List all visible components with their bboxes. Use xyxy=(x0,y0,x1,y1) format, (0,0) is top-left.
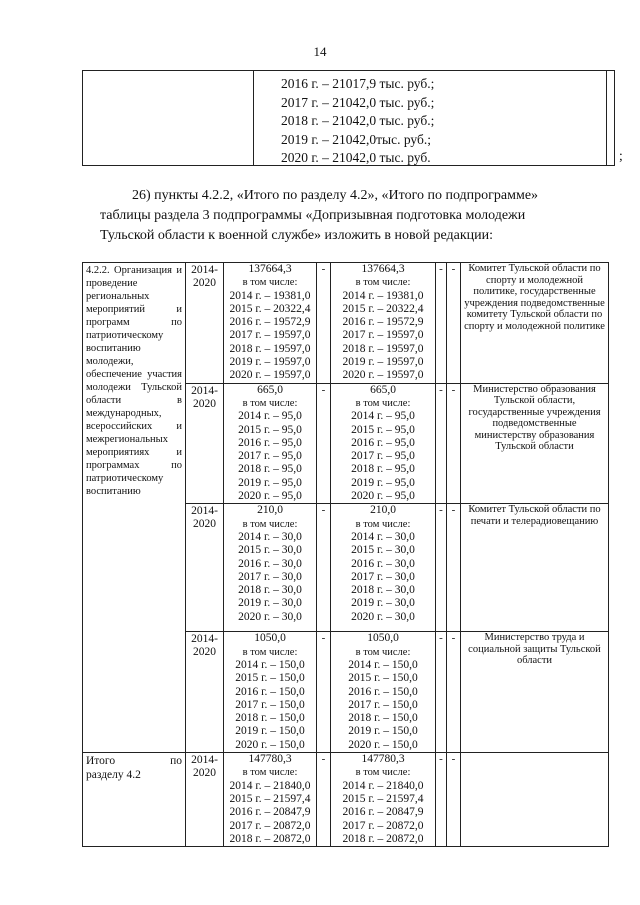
dash: - xyxy=(451,383,456,396)
dash: - xyxy=(321,383,326,396)
funding-line: 2017 г. – 21042,0 тыс. руб.; xyxy=(281,94,435,110)
years: 2014-2020 xyxy=(191,264,218,289)
funding-regional: 665,0 в том числе: 2014 г. – 95,0 2015 г. – 95,0 2016 г. – 95,0 2017 г. – 95,0 2018 г. – 95,0 2019 г. – 95,0 2020 г. – 95,0 xyxy=(351,383,415,503)
trailing-semicolon: ; xyxy=(619,148,623,163)
funding-total: 665,0 в том числе: 2014 г. – 95,0 2015 г. – 95,0 2016 г. – 95,0 2017 г. – 95,0 2018 г. – 95,0 2019 г. – 95,0 2020 г. – 95,0 xyxy=(238,383,302,503)
dash: - xyxy=(321,263,326,275)
funding-line: 2019 г. – 21042,0тыс. руб.; xyxy=(281,131,431,147)
column-divider xyxy=(253,71,254,165)
funding-line: 2016 г. – 21017,9 тыс. руб.; xyxy=(281,76,435,91)
column-divider xyxy=(606,71,607,165)
funding-regional: 1050,0 в том числе: 2014 г. – 150,0 2015 г. – 150,0 2016 г. – 150,0 2017 г. – 150,0 2018 г. – 150,0 2019 г. – 150,0 2020 г. – 150,0 xyxy=(348,632,418,751)
amendment-paragraph xyxy=(100,186,606,246)
dash: - xyxy=(321,504,326,517)
funding-total: 1050,0 в том числе: 2014 г. – 150,0 2015 г. – 150,0 2016 г. – 150,0 2017 г. – 150,0 2018 г. – 150,0 2019 г. – 150,0 2020 г. – 150,0 xyxy=(235,632,305,751)
funding-regional: 147780,3 в том числе: 2014 г. – 21840,0 2015 г. – 21597,4 2016 г. – 20847,9 2017 г. – 20872,0 2018 г. – 20872,0 xyxy=(342,753,424,845)
page-number: 14 xyxy=(313,44,327,59)
dash: - xyxy=(439,263,443,275)
funding-line: 2018 г. – 21042,0 тыс. руб.; xyxy=(281,113,435,128)
funding-lines xyxy=(281,75,434,168)
dash: - xyxy=(321,753,326,766)
dash: - xyxy=(451,504,456,517)
table-row-total xyxy=(83,753,609,847)
dash: - xyxy=(439,753,443,766)
responsible-executor: Министерство труда и социальной защиты Тульской области xyxy=(468,632,601,667)
paragraph-line: таблицы раздела 3 подпрограммы «Допризывная подготовка молодежи xyxy=(100,208,526,223)
years: 2014-2020 xyxy=(191,384,218,410)
years: 2014-2020 xyxy=(191,505,218,531)
dash: - xyxy=(321,632,326,645)
funding-total: 210,0 в том числе: 2014 г. – 30,0 2015 г. – 30,0 2016 г. – 30,0 2017 г. – 30,0 2018 г. – 30,0 2019 г. – 30,0 2020 г. – 30,0 xyxy=(238,504,302,623)
funding-regional: 210,0 в том числе: 2014 г. – 30,0 2015 г. – 30,0 2016 г. – 30,0 2017 г. – 30,0 2018 г. – 30,0 2019 г. – 30,0 2020 г. – 30,0 xyxy=(351,504,415,623)
funding-regional: 137664,3 в том числе: 2014 г. – 19381,0 2015 г. – 20322,4 2016 г. – 19572,9 2017 г. – 19597,0 2018 г. – 19597,0 2019 г. – 19597,0 2020 г. – 19597,0 xyxy=(342,263,424,382)
dash: - xyxy=(439,504,443,517)
years: 2014-2020 xyxy=(191,633,218,659)
funding-total: 147780,3 в том числе: 2014 г. – 21840,0 2015 г. – 21597,4 2016 г. – 20847,9 2017 г. – 20872,0 2018 г. – 20872,0 xyxy=(229,753,311,845)
dash: - xyxy=(439,632,443,645)
total-label: Итого по разделу 4.2 xyxy=(86,755,182,782)
empty-cell xyxy=(461,753,609,847)
responsible-executor: Министерство образования Тульской области, государственные учреждения подведомственные министерству образования Тульской области xyxy=(468,383,601,453)
item-name-cell xyxy=(83,263,186,753)
dash: - xyxy=(451,263,456,275)
program-table xyxy=(82,262,609,847)
funding-line: 2020 г. – 21042,0 тыс. руб. xyxy=(281,150,431,165)
top-table xyxy=(82,70,615,166)
funding-total: 137664,3 в том числе: 2014 г. – 19381,0 2015 г. – 20322,4 2016 г. – 19572,9 2017 г. – 19597,0 2018 г. – 19597,0 2019 г. – 19597,0 2020 г. – 19597,0 xyxy=(229,263,311,382)
responsible-executor: Комитет Тульской области по спорту и молодежной политике, государственные учреждения подведомственные комитету Тульской области по спорту и молодежной политике xyxy=(464,263,605,332)
dash: - xyxy=(451,753,456,766)
paragraph-line: 26) пункты 4.2.2, «Итого по разделу 4.2», «Итого по подпрограмме» xyxy=(132,188,539,203)
table-row xyxy=(83,263,609,384)
dash: - xyxy=(439,383,443,396)
years: 2014-2020 xyxy=(191,754,218,780)
responsible-executor: Комитет Тульской области по печати и телерадиовещанию xyxy=(468,504,601,527)
item-name: 4.2.2. Организация и проведение региональных мероприятий и программ по патриотическому воспитанию молодежи, обеспечение участия молодежи Тульской области в международных, всероссийских и межрегиональных мероприятиях и программах по патриотическому воспитанию xyxy=(86,265,182,497)
dash: - xyxy=(451,632,456,645)
paragraph-line: Тульской области к военной службе» изложить в новой редакции: xyxy=(100,228,494,243)
